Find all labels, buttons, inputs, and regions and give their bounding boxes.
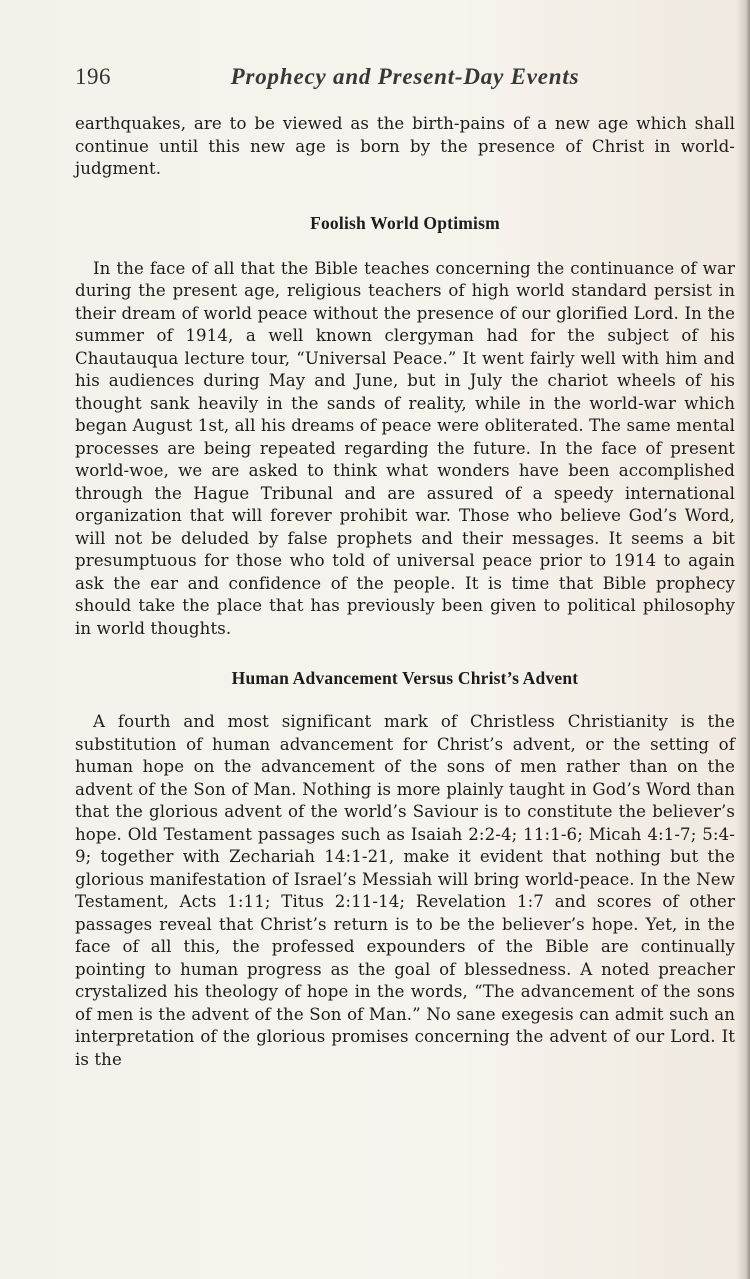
page-edge-shadow xyxy=(736,0,750,1279)
running-header xyxy=(75,64,735,94)
section-paragraph-foolish-world-optimism: In the face of all that the Bible teaches concerning the continuance of war during the present age, religious teachers of high world standard persist in their dream of world peace without the presence of our glorified Lord. In the summer of 1914, a well known clergyman had for the subject of his Chautauqua lecture tour, “Universal Peace.” It went fairly well with him and his audiences during May and June, but in July the chariot wheels of his thought sank heavily in the sands of reality, while in the world-war which began August 1st, all his dreams of peace were obliterated. The same mental processes are being repeated regarding the future. In the face of present world-woe, we are asked to think what wonders have been accomplished through the Hague Tribunal and are assured of a speedy international organization that will forever prohibit war. Those who believe God’s Word, will not be deluded by false prophets and their messages. It seems a bit presumptuous for those who told of universal peace prior to 1914 to again ask the ear and confidence of the people. It is time that Bible prophecy should take the place that has previously been given to political philosophy in world thoughts. xyxy=(75,258,735,638)
page-number: 196 xyxy=(75,64,111,89)
page-body xyxy=(75,113,735,1071)
section-heading-foolish-world-optimism: Foolish World Optimism xyxy=(310,212,500,233)
intro-paragraph: earthquakes, are to be viewed as the birth-pains of a new age which shall continue until this new age is born by the presence of Christ in world-judgment. xyxy=(75,114,735,178)
section-paragraph-human-advancement: A fourth and most significant mark of Christless Christianity is the substitution of human advancement for Christ’s advent, or the setting of human hope on the advancement of the sons of men rather than on the advent of the Son of Man. Nothing is more plainly taught in God’s Word than that the glorious advent of the world’s Saviour is to constitute the believer’s hope. Old Testament passages such as Isaiah 2:2-4; 11:1-6; Micah 4:1-7; 5:4-9; together with Zechariah 14:1-21, make it evident that nothing but the glorious manifestation of Israel’s Messiah will bring world-peace. In the New Testament, Acts 1:11; Titus 2:11-14; Revelation 1:7 and scores of other passages reveal that Christ’s return is to be the believer’s hope. Yet, in the face of all this, the professed expounders of the Bible are continually pointing to human progress as the goal of blessedness. A noted preacher crystalized his theology of hope in the words, “The advancement of the sons of men is the advent of the Son of Man.” No sane exegesis can admit such an interpretation of the glorious promises concerning the advent of our Lord. It is the xyxy=(75,712,735,1069)
running-title: Prophecy and Present-Day Events xyxy=(230,64,580,89)
section-heading-human-advancement: Human Advancement Versus Christ’s Advent xyxy=(231,668,579,688)
